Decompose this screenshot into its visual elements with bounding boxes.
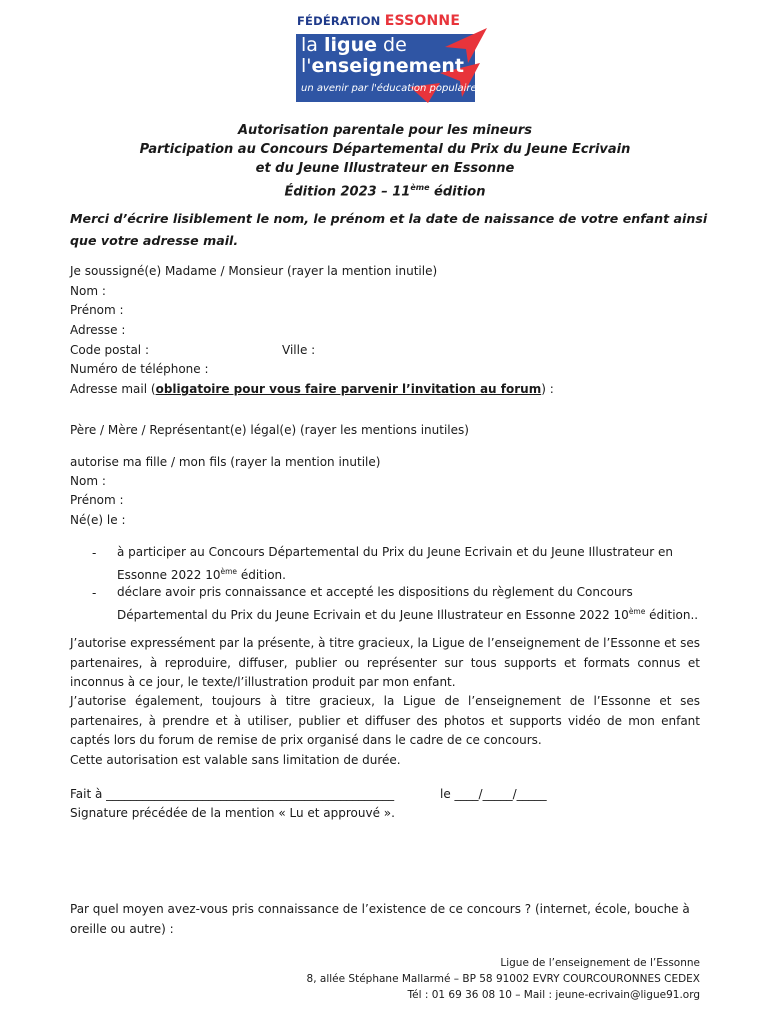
logo-line-2: l'enseignement — [301, 55, 464, 77]
title-line-4: Édition 2023 – 11ème édition — [284, 183, 486, 200]
bullet-dash-1: - — [92, 546, 97, 560]
authorization-reproduction: J’autorise expressément par la présente, à titre gracieux, la Ligue de l’enseignement de l’Essonne et ses partenaires, à reproduire, diffuser, publier ou représenter sur tous supports et formats connus et inconnus à ce jour, le texte/l’illustration produit par mon enfant. — [70, 636, 700, 689]
instruction-text: Merci d’écrire lisiblement le nom, le prénom et la date de naissance de votre enfant ainsi que votre adresse mail. — [70, 211, 708, 248]
title-line-1: Autorisation parentale pour les mineurs — [237, 123, 532, 138]
signature-date-field: le ____/_____/_____ — [440, 787, 547, 801]
footer-organization: Ligue de l’enseignement de l’Essonne — [500, 957, 700, 969]
child-nom-label: Nom : — [70, 474, 106, 488]
logo-line-1: la ligue de — [301, 34, 407, 56]
code-postal-label: Code postal : — [70, 343, 149, 357]
parent-role: Père / Mère / Représentant(e) légal(e) (rayer les mentions inutiles) — [70, 423, 469, 437]
email-label: Adresse mail (obligatoire pour vous faire parvenir l’invitation au forum) : — [70, 382, 554, 396]
parent-adresse-label: Adresse : — [70, 323, 126, 337]
federation-word: FÉDÉRATION — [297, 14, 381, 28]
bullet-dash-2: - — [92, 586, 97, 600]
footer-address: 8, allée Stéphane Mallarmé – BP 58 91002 EVRY COURCOURONNES CEDEX — [306, 973, 700, 985]
bullet-participation: à participer au Concours Départemental du Prix du Jeune Ecrivain et du Jeune Illustrateur en Essonne 2022 10ème édition. — [117, 545, 673, 582]
telephone-label: Numéro de téléphone : — [70, 362, 209, 376]
authorization-duration: Cette autorisation est valable sans limitation de durée. — [70, 753, 401, 767]
logo-tagline: un avenir par l'éducation populaire — [301, 83, 477, 94]
parent-nom-label: Nom : — [70, 284, 106, 298]
essonne-word: ESSONNE — [384, 13, 461, 29]
bullet-rules: déclare avoir pris connaissance et accepté les dispositions du règlement du Concours Départemental du Prix du Jeune Ecrivain et du Jeune Illustrateur en Essonne 2022 10ème édition.. — [117, 585, 699, 622]
authorization-photos: J’autorise également, toujours à titre gracieux, la Ligue de l’enseignement de l’Essonne et ses partenaires, à prendre et à utiliser, publier et diffuser des photos et supports vidéo de mon enfant captés lors du forum de remise de prix organisé dans le cadre de ce concours. — [70, 694, 700, 747]
source-question: Par quel moyen avez-vous pris connaissance de l’existence de ce concours ? (internet, école, bouche à oreille ou autre) : — [70, 902, 690, 936]
title-line-2: Participation au Concours Départemental du Prix du Jeune Ecrivain — [139, 142, 631, 157]
parent-prenom-label: Prénom : — [70, 303, 124, 317]
signature-place-field: Fait à ________________________________________________ — [70, 787, 395, 801]
child-intro: autorise ma fille / mon fils (rayer la mention inutile) — [70, 455, 381, 469]
signature-mention: Signature précédée de la mention « Lu et approuvé ». — [70, 806, 395, 820]
ville-label: Ville : — [282, 343, 316, 357]
child-birthdate-label: Né(e) le : — [70, 513, 126, 527]
child-prenom-label: Prénom : — [70, 493, 124, 507]
parent-intro: Je soussigné(e) Madame / Monsieur (rayer la mention inutile) — [70, 264, 438, 278]
title-line-3: et du Jeune Illustrateur en Essonne — [255, 161, 515, 176]
footer-contact: Tél : 01 69 36 08 10 – Mail : jeune-ecrivain@ligue91.org — [407, 989, 700, 1001]
